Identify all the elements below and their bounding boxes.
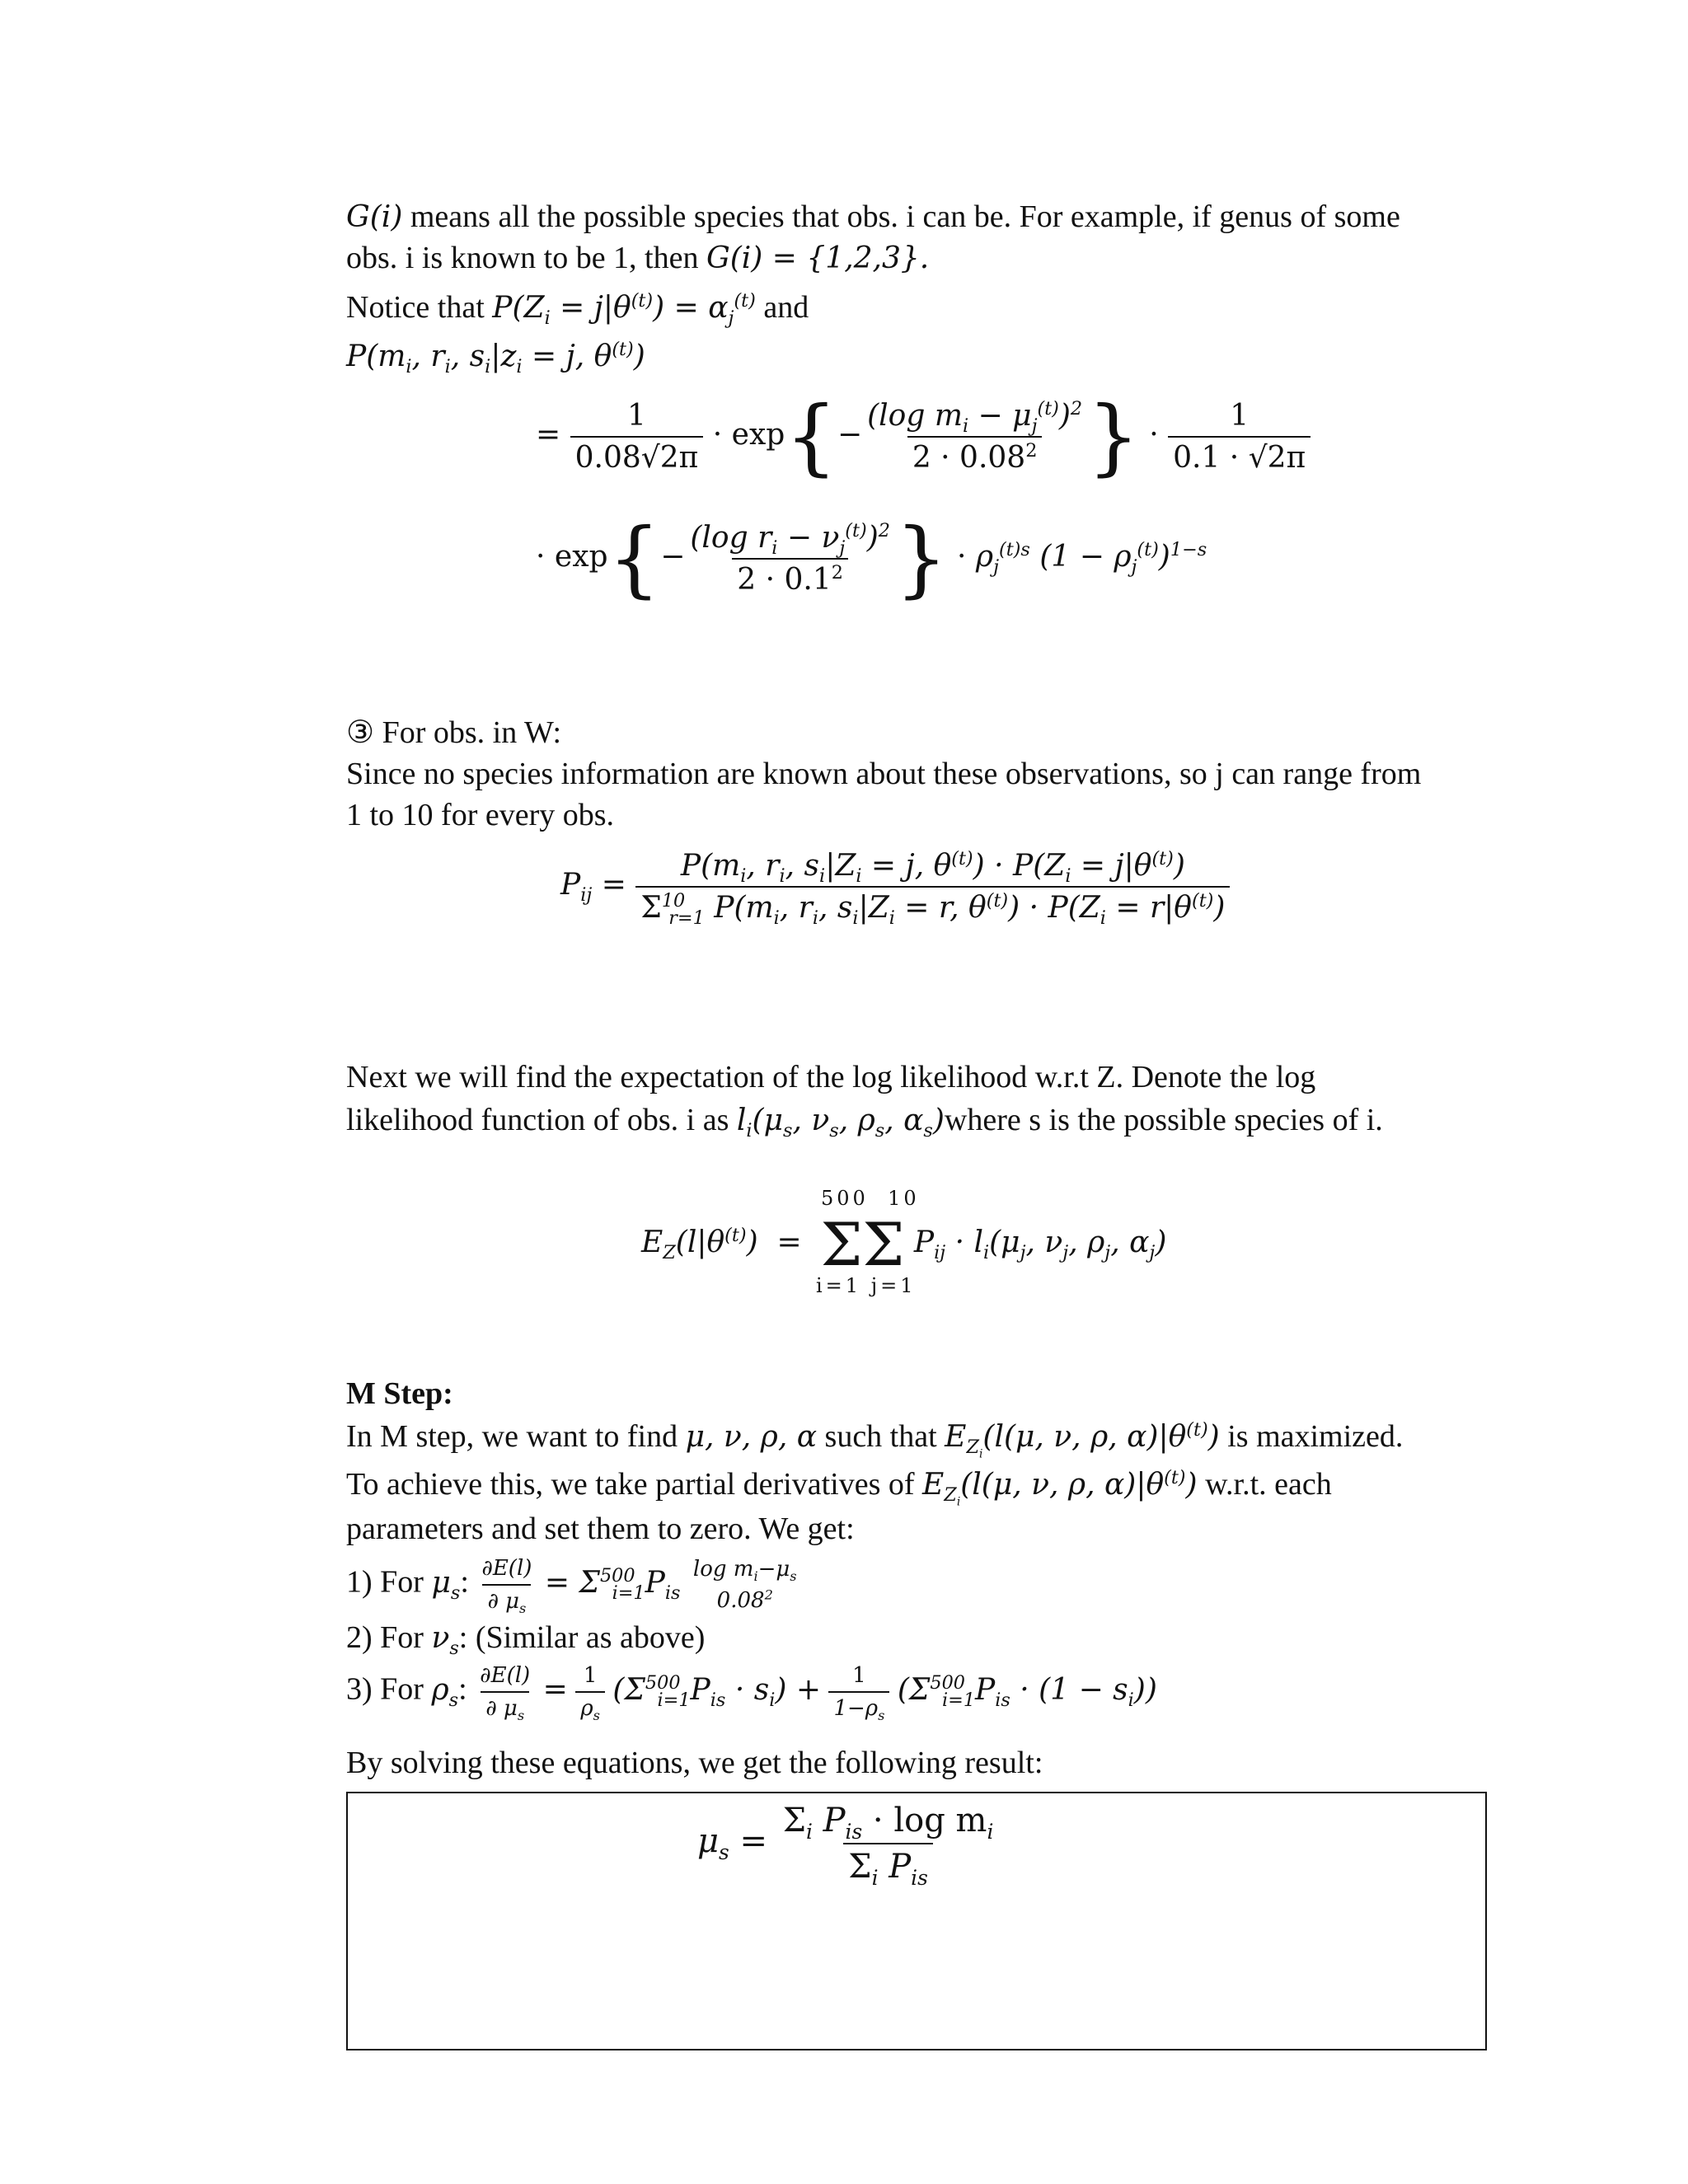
intro-line-1 xyxy=(346,196,1400,238)
density-lhs: $P(m_i$, $r_i$, $s_i|z_i = j$, $\theta^{(t)}$) xyxy=(346,339,645,378)
m-step-line-2: To achieve this, we take partial derivatives of $E_{Z_i}(l(\mu$, ν, ρ, $\alpha)|\theta^{(t)}$) w.r.t. each xyxy=(346,1467,1332,1509)
fraction-2: $\frac{(\log m_i - \mu_j^{(t)})^2}{2 \cdot 0.08^2}$ xyxy=(867,398,1083,475)
m-step-line-3: parameters and set them to zero. We get: xyxy=(346,1511,855,1546)
intro-line-2 xyxy=(346,237,929,279)
fraction-4: $\frac{(\log r_i - \nu_j^{(t)})^2}{2 \cdot 0.1^2}$ xyxy=(690,520,890,597)
intro-text-2: obs. i is known to be 1, then xyxy=(346,241,706,275)
notice-text: Notice that xyxy=(346,290,493,325)
m-step-line-1: In M step, we want to find μ, ν, ρ, α such that $E_{Z_i}(l(\mu$, ν, ρ, $\alpha)|\theta^{(t)}$) is maximized. xyxy=(346,1419,1404,1461)
m-step-title: M Step: xyxy=(346,1376,453,1411)
fraction-1: $\frac{1}{0.08√2\pi}$ xyxy=(570,399,704,475)
fraction-3: $\frac{1}{0.1 \cdot √2\pi}$ xyxy=(1168,399,1311,475)
sum-upper-limits: 500 10 xyxy=(821,1187,920,1210)
sum-lower-limits: i=1 j=1 xyxy=(816,1274,917,1297)
and-text: and xyxy=(755,290,809,325)
pij-fraction: $\frac{P(m_i, r_i, s_i|Z_i = j, \theta^{(t)}) \cdot P(Z_i = j|\theta^{(t)})}{\Sigma^{10}_{r=1} P(m_i, r_i, s_i|Z_i = r, \theta^{(t)}) \cdot P(Z_i = r|\theta^{(t)})}$ xyxy=(635,849,1230,925)
section-3-line-1: Since no species information are known about these observations, so j can range from xyxy=(346,757,1422,791)
next-line-2: likelihood function of obs. i as $l_i(\mu_s$, $\nu_s$, $\rho_s$, $\alpha_s)where$ s is the possible species of i. xyxy=(346,1103,1383,1142)
next-line-1: Next we will find the expectation of the log likelihood w.r.t Z. Denote the log xyxy=(346,1060,1316,1094)
pij-formula: $P_{ij}$ = $\frac{P(m_i, r_i, s_i|Z_i = j, \theta^{(t)}) \cdot P(Z_i = j|\theta^{(t)})}{\Sigma^{10}_{r=1} P(m_i, r_i, s_i|Z_i = r, \theta^{(t)}) \cdot P(Z_i = r|\theta^{(t)})}$ xyxy=(560,849,1230,925)
expectation-formula: $E_Z(l|\theta^{(t)}) = \Sigma\Sigma$ $P_{ij} \cdot l_i(\mu_j$, $\nu_j$, $\rho_j$, $\alpha_j$) xyxy=(641,1210,1167,1279)
intro-text-1: means all the possible species that obs. i can be. For example, if genus of some xyxy=(402,199,1400,234)
notice-formula: $P(Z_i = j|\theta^{(t)}) = \alpha_j^{(t)}$ xyxy=(492,290,756,330)
item-2: 2) For $\nu_s$: (Similar as above) xyxy=(346,1620,706,1660)
section-3-heading: ③ For obs. in W: xyxy=(346,715,562,750)
result-formula: $\mu_s$ = $\frac{\Sigma_i P_{is} \cdot \log m_i}{\Sigma_i P_{is}}$ xyxy=(697,1802,994,1890)
density-row-1: = $\frac{1}{0.08√2\pi}$ · exp{− $\frac{(\log m_i - \mu_j^{(t)})^2}{2 \cdot 0.08^2}$ } · $\frac{1}{0.1 \cdot √2\pi}$ xyxy=(536,396,1311,478)
density-row-2: · exp{− $\frac{(\log r_i - \nu_j^{(t)})^2}{2 \cdot 0.1^2}$ } · $\rho_j^{(t)s}$ $(1 - \rho_j^{(t)})^{1-s}$ xyxy=(536,510,1207,607)
solve-line: By solving these equations, we get the following result: xyxy=(346,1746,1043,1780)
notice-line xyxy=(346,287,809,329)
section-3-line-2: 1 to 10 for every obs. xyxy=(346,798,615,832)
gi-symbol: G(i) xyxy=(346,200,403,234)
item-1: 1) For $\mu_s$: $\frac{\partial E(l)}{\partial \mu_s}$ = $\Sigma^{500}_{i=1}P_{is}$ $\log m_i-\mu_s$ 0.08$^2$ xyxy=(346,1556,797,1617)
item-3: 3) For $\rho_s$: $\frac{\partial E(l)}{\partial \mu_s}$ = $\frac{1}{\rho_s}$ $(\Sigma^{500}_{i=1}P_{is} \cdot s_i)$ + $\frac{1}{1-\rho_s}$ $(\Sigma^{500}_{i=1}P_{is} \cdot (1 - s_i))$ xyxy=(346,1663,1157,1724)
gi-set: G(i) = {1,2,3}. xyxy=(706,241,930,275)
